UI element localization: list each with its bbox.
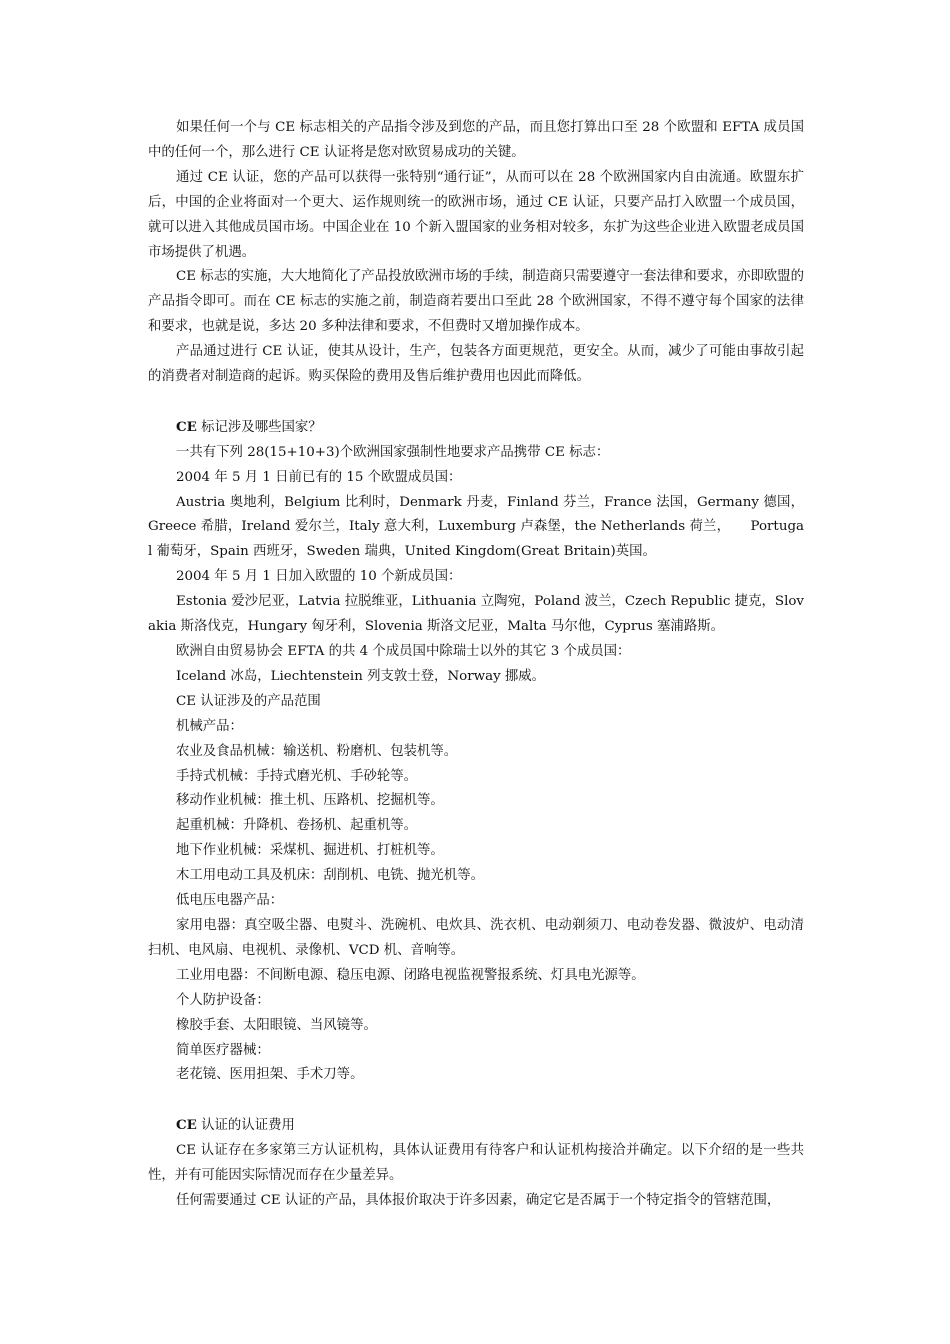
document-page — [148, 116, 804, 1214]
products-line-1: CE 认证涉及的产品范围 — [176, 693, 321, 709]
fees-paragraph-1: CE 认证存在多家第三方认证机构，具体认证费用有待客户和认证机构接洽并确定。以下介绍的是一些共性，并有可能因实际情况而存在少量差异。 — [148, 1143, 804, 1184]
fees-paragraph-2: 任何需要通过 CE 认证的产品，具体报价取决于许多因素，确定它是否属于一个特定指令的管辖范围， — [176, 1192, 781, 1208]
countries-line-1: 一共有下列 28(15+10+3)个欧洲国家强制性地要求产品携带 CE 标志： — [176, 444, 610, 460]
fees-heading — [148, 1113, 804, 1139]
products-line-14: 简单医疗器械： — [176, 1042, 270, 1058]
intro-paragraph-1: 如果任何一个与 CE 标志相关的产品指令涉及到您的产品，而且您打算出口至 28 个欧盟和 EFTA 成员国中的任何一个，那么进行 CE 认证将是您对欧贸易成功的关键。 — [148, 120, 804, 160]
products-line-12: 个人防护设备： — [176, 992, 270, 1008]
products-line-13: 橡胶手套、太阳眼镜、当风镜等。 — [176, 1017, 377, 1033]
products-line-15: 老花镜、医用担架、手术刀等。 — [176, 1067, 364, 1083]
intro-paragraph-2: 通过 CE 认证，您的产品可以获得一张特别“通行证”，从而可以在 28 个欧洲国家内自由流通。欧盟东扩后，中国的企业将面对一个更大、运作规则统一的欧洲市场，通过 CE 认证，只要产品打入欧盟一个成员国，就可以进入其他成员国市场。中国企业在 10 个新入盟国家的业务相对较多，东扩为这些企业进入欧盟老成员国市场提供了机遇。 — [148, 169, 804, 260]
products-line-10: 家用电器：真空吸尘器、电熨斗、洗碗机、电炊具、洗衣机、电动剃须刀、电动卷发器、微波炉、电动清扫机、电风扇、电视机、录像机、VCD 机、音响等。 — [148, 917, 804, 958]
products-line-8: 木工用电动工具及机床：刮削机、电铣、抛光机等。 — [176, 868, 484, 884]
countries-heading — [148, 415, 804, 441]
products-line-11: 工业用电器：不间断电源、稳压电源、闭路电视监视警报系统、灯具电光源等。 — [176, 967, 645, 983]
section-gap — [148, 390, 804, 415]
products-line-4: 手持式机械：手持式磨光机、手砂轮等。 — [176, 768, 418, 784]
intro-paragraph-3: CE 标志的实施，大大地简化了产品投放欧洲市场的手续，制造商只需要遵守一套法律和要求，亦即欧盟的产品指令即可。而在 CE 标志的实施之前，制造商若要出口至此 28 个欧洲国家，不得不遵守每个国家的法律和要求，也就是说，多达 20 多种法律和要求，不但费时又增加操作成本。 — [148, 269, 804, 335]
products-line-6: 起重机械：升降机、卷扬机、起重机等。 — [176, 818, 418, 834]
fees-heading-text: 认证的认证费用 — [196, 1118, 295, 1134]
countries-line-4: 2004 年 5 月 1 日加入欧盟的 10 个新成员国： — [176, 569, 462, 585]
products-line-9: 低电压电器产品： — [176, 893, 284, 909]
products-line-3: 农业及食品机械：输送机、粉磨机、包装机等。 — [176, 743, 458, 759]
countries-line-5: Estonia 爱沙尼亚，Latvia 拉脱维亚，Lithuania 立陶宛，Poland 波兰，Czech Republic 捷克，Slovakia 斯洛伐克，Hungary 匈牙利，Slovenia 斯洛文尼亚，Malta 马尔他，Cyprus 塞浦路斯。 — [148, 594, 804, 635]
products-line-7: 地下作业机械：采煤机、掘进机、打桩机等。 — [176, 843, 444, 859]
countries-heading-text: 标记涉及哪些国家？ — [196, 419, 322, 435]
countries-heading-bold: CE — [176, 418, 197, 435]
products-line-2: 机械产品： — [176, 718, 243, 734]
intro-paragraph-4: 产品通过进行 CE 认证，使其从设计，生产，包装各方面更规范，更安全。从而，减少了可能由事故引起的消费者对制造商的起诉。购买保险的费用及售后维护费用也因此而降低。 — [148, 344, 804, 385]
section-gap — [148, 1088, 804, 1113]
countries-line-2: 2004 年 5 月 1 日前已有的 15 个欧盟成员国： — [176, 469, 462, 485]
fees-heading-bold: CE — [176, 1117, 197, 1134]
products-line-5: 移动作业机械：推土机、压路机、挖掘机等。 — [176, 793, 444, 809]
countries-line-6: 欧洲自由贸易协会 EFTA 的共 4 个成员国中除瑞士以外的其它 3 个成员国： — [176, 644, 631, 660]
countries-line-3: Austria 奥地利，Belgium 比利时，Denmark 丹麦，Finland 芬兰，France 法国，Germany 德国，Greece 希腊，Ireland 爱尔兰，Italy 意大利，Luxemburg 卢森堡，the Netherlands 荷兰， Portugal 葡萄牙，Spain 西班牙，Sweden 瑞典，United Kingdom(Great Britain)英国。 — [148, 494, 804, 560]
countries-line-7: Iceland 冰岛，Liechtenstein 列支敦士登，Norway 挪威。 — [176, 668, 546, 684]
